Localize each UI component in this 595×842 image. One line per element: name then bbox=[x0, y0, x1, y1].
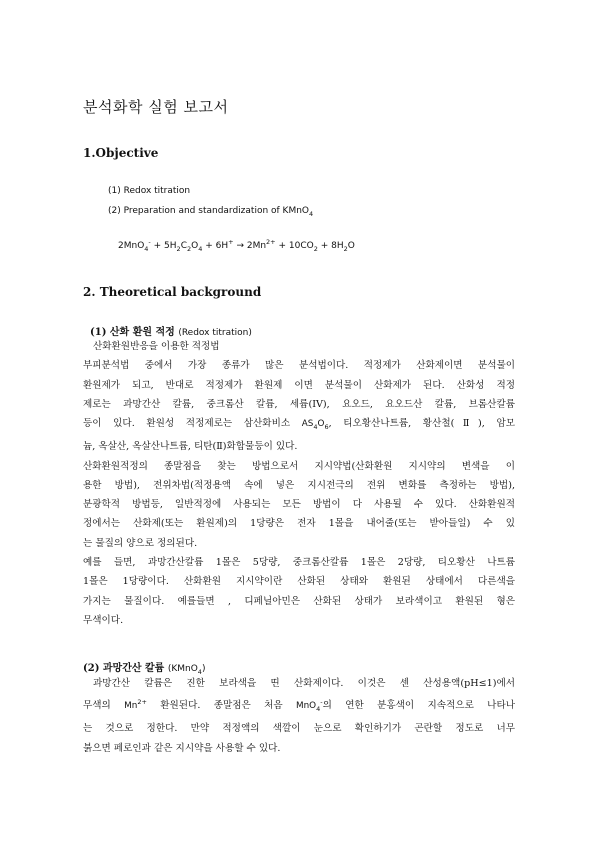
text-line: 부피분석법 중에서 가장 종류가 많은 분석법이다. 적정제가 산화제이면 분석물이 bbox=[83, 360, 515, 372]
text-line: 늄, 옥살산, 옥살산나트륨, 티탄(Ⅱ)화합물등이 있다. bbox=[83, 441, 298, 453]
text-line: 는 것으로 정한다. 만약 적정액의 색깔이 눈으로 확인하기가 곤란할 정도로 너무 bbox=[83, 723, 515, 735]
text-line: 1몰은 1당량이다. 산화환원 지시약이란 산화된 상태와 환원된 상태에서 다른색을 bbox=[83, 576, 515, 588]
text-line: 용한 방법), 전위차법(적정용액 속에 넣은 지시전극의 전위 변화를 측정하는 방법), bbox=[83, 479, 515, 491]
objective-item-2: (2) Preparation and standardization of KMnO$_4$ bbox=[108, 206, 314, 218]
kmno4-paragraph bbox=[83, 674, 515, 758]
subsection-heading-redox-ko: (1) 산화 환원 적정 bbox=[90, 327, 175, 338]
text-line: 정에서는 산화제(또는 환원제)의 1당량은 전자 1몰을 내어줄(또는 받아들일) 수 있 bbox=[83, 518, 515, 530]
text-line: 산화환원반응을 이용한 적정법 bbox=[93, 341, 220, 352]
reaction-equation: $2MnO_4^- + 5H_2C_2O_4 + 6H^+ \to 2Mn^{2+} + 10CO_2 + 8H_2O$ bbox=[118, 238, 355, 253]
text-line: 붉으면 페로인과 같은 지시약을 사용할 수 있다. bbox=[83, 742, 281, 754]
text-line: 제로는 과망간산 칼륨, 중크롬산 칼륨, 세륨(IV), 요오드, 요오드산 칼륨, 브롬산칼륨 bbox=[83, 398, 515, 410]
page-title: 분석화학 실험 보고서 bbox=[83, 98, 229, 116]
objective-item-1: (1) Redox titration bbox=[108, 186, 191, 196]
subsection-heading-redox-en: (Redox titration) bbox=[178, 328, 252, 338]
section-heading-theory: 2. Theoretical background bbox=[83, 285, 262, 299]
text-line: 과망간산 칼륨은 진한 보라색을 띤 산화제이다. 이것은 센 산성용액(pH≤1)에서 bbox=[93, 678, 515, 689]
subsection-heading-redox bbox=[90, 323, 252, 338]
text-line: 는 물질의 양으로 정의된다. bbox=[83, 537, 198, 549]
text-line: 예를 들면, 과망간산칼륨 1몰은 5당량, 중크롬산칼륨 1몰은 2당량, 티오황산 나트륨 bbox=[83, 557, 515, 569]
text-line: 무색의 $Mn^{2+}$ 환원된다. 종말점은 처음 MnO$_4$-의 연한 분홍색이 지속적으로 나타나 bbox=[83, 698, 515, 713]
section-heading-objective: 1.Objective bbox=[83, 146, 159, 160]
text-line: 환원제가 되고, 반대로 적정제가 환원제 이면 분석물이 산화제가 된다. 산화성 적정 bbox=[83, 379, 515, 391]
subsection-heading-kmno4-en: (KMnO$_4$) bbox=[167, 664, 206, 676]
text-line: 산화환원적정의 종말점을 찾는 방법으로서 지시약법(산화환원 지시약의 변색을 이 bbox=[83, 460, 515, 472]
text-line: 등이 있다. 환원성 적정제로는 삼산화비소 $AS_4O_6$, 티오황산나트륨, 황산철(Ⅱ), 암모 bbox=[83, 418, 515, 431]
redox-paragraph bbox=[83, 337, 515, 630]
text-line: 분광학적 방법등, 일반적정에 사용되는 모든 방법이 다 사용될 수 있다. 산화환원적 bbox=[83, 499, 515, 511]
text-line: 무색이다. bbox=[83, 614, 124, 626]
subsection-heading-kmno4-ko: (2) 과망간산 칼륨 bbox=[83, 663, 165, 674]
text-line: 가지는 물질이다. 예를들면 , 디페닐아민은 산화된 상태가 보라색이고 환원된 형은 bbox=[83, 595, 515, 607]
